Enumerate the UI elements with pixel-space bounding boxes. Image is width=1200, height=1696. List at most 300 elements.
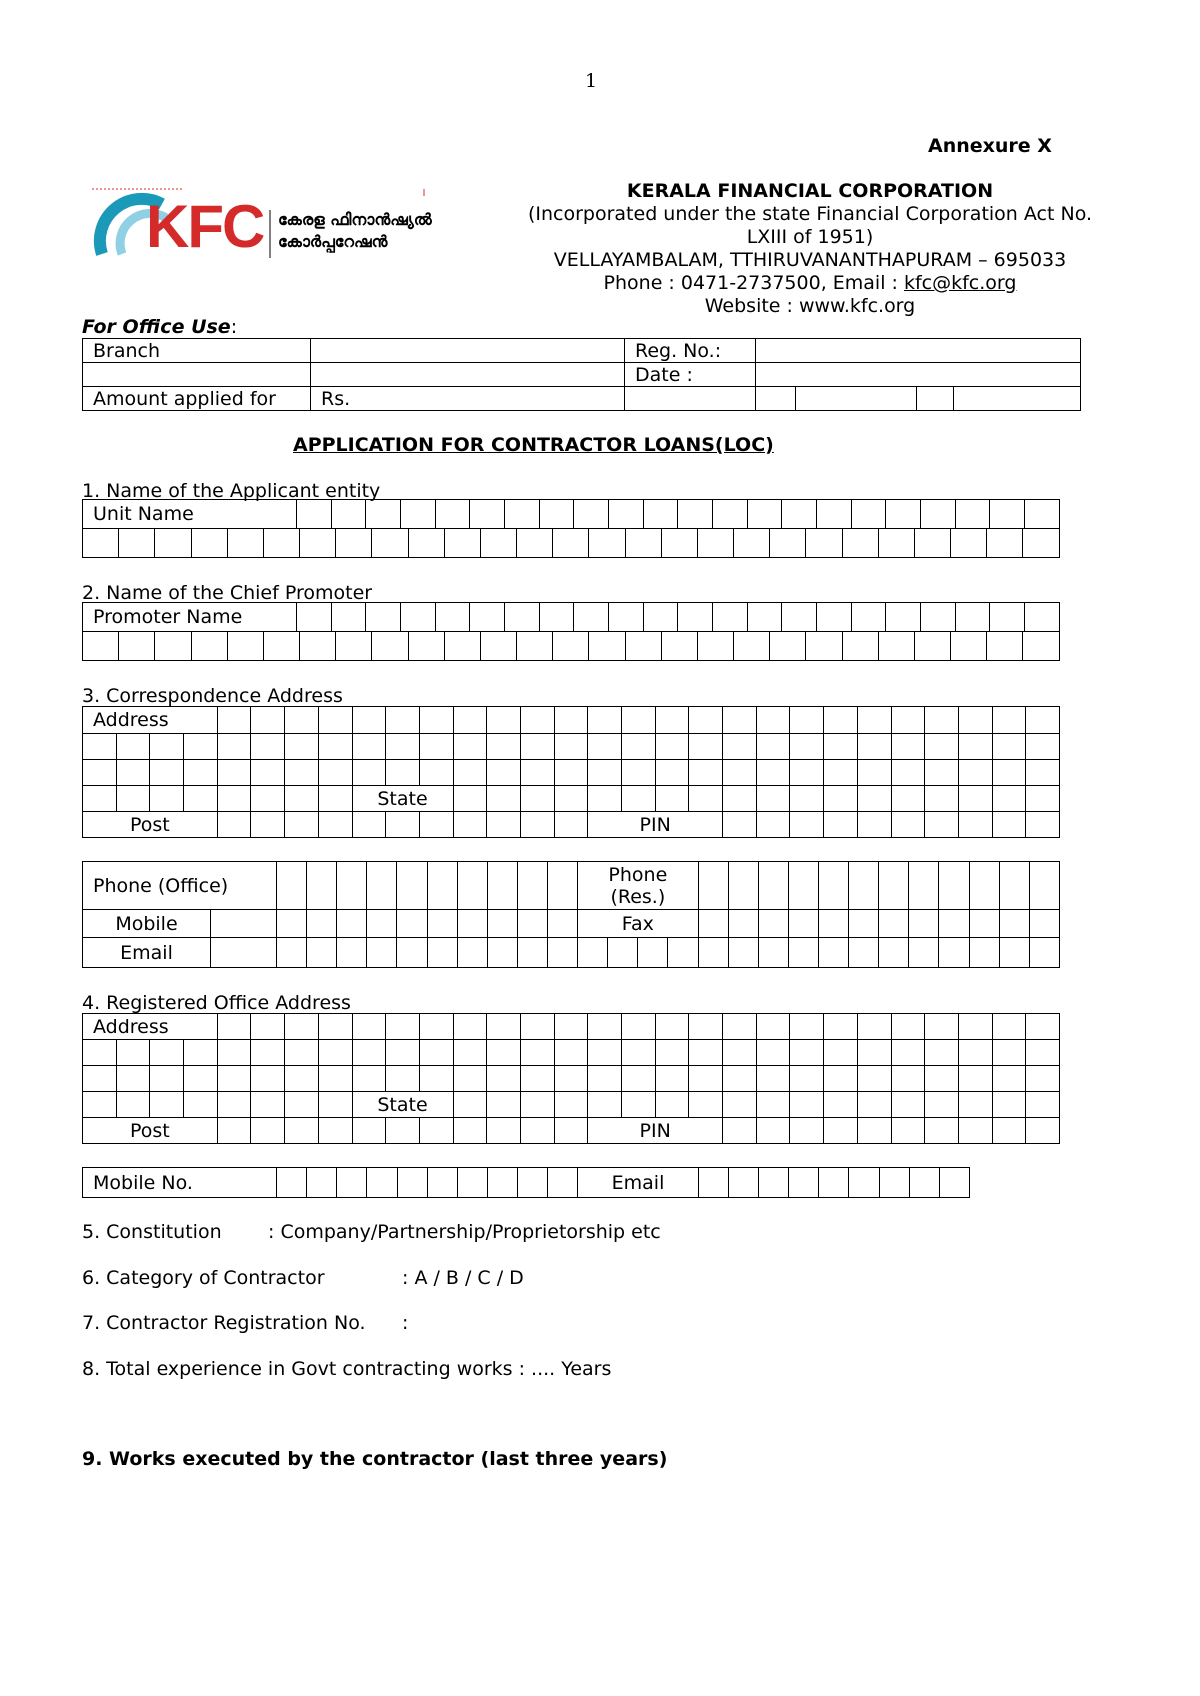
char-box[interactable] — [756, 1118, 790, 1144]
char-box[interactable] — [849, 1168, 879, 1198]
char-box[interactable] — [401, 500, 436, 529]
char-box[interactable] — [842, 529, 878, 558]
char-box[interactable] — [453, 1014, 487, 1040]
char-box[interactable] — [217, 734, 251, 760]
char-box[interactable] — [453, 1066, 487, 1092]
char-box[interactable] — [759, 1168, 789, 1198]
char-box[interactable] — [958, 1066, 992, 1092]
char-box[interactable] — [824, 786, 858, 812]
blank-cell[interactable] — [311, 363, 625, 387]
char-box[interactable] — [419, 1066, 453, 1092]
char-box[interactable] — [352, 760, 386, 786]
char-box[interactable] — [790, 760, 824, 786]
char-box[interactable] — [879, 938, 909, 968]
char-box[interactable] — [336, 632, 372, 661]
char-box[interactable] — [925, 1118, 959, 1144]
char-box[interactable] — [505, 500, 540, 529]
char-box[interactable] — [857, 734, 891, 760]
char-box[interactable] — [285, 734, 319, 760]
char-box[interactable] — [643, 500, 678, 529]
char-box[interactable] — [352, 1014, 386, 1040]
char-box[interactable] — [891, 812, 925, 838]
char-box[interactable] — [891, 707, 925, 734]
char-box[interactable] — [992, 760, 1026, 786]
char-box[interactable] — [554, 1040, 588, 1066]
char-box[interactable] — [217, 707, 251, 734]
char-box[interactable] — [548, 910, 578, 938]
char-box[interactable] — [408, 632, 444, 661]
char-box[interactable] — [728, 938, 758, 968]
char-box[interactable] — [83, 1066, 117, 1092]
char-box[interactable] — [191, 632, 227, 661]
char-box[interactable] — [427, 1168, 457, 1198]
char-box[interactable] — [331, 603, 366, 632]
char-box[interactable] — [891, 786, 925, 812]
char-box[interactable] — [756, 786, 790, 812]
char-box[interactable] — [318, 786, 352, 812]
char-box[interactable] — [318, 1040, 352, 1066]
char-box[interactable] — [958, 707, 992, 734]
char-box[interactable] — [285, 812, 319, 838]
char-box[interactable] — [747, 603, 782, 632]
char-box[interactable] — [622, 760, 656, 786]
char-box[interactable] — [1029, 862, 1059, 910]
char-box[interactable] — [119, 529, 155, 558]
char-box[interactable] — [891, 760, 925, 786]
char-box[interactable] — [958, 1040, 992, 1066]
char-box[interactable] — [150, 760, 184, 786]
char-box[interactable] — [386, 812, 420, 838]
char-box[interactable] — [83, 632, 119, 661]
char-box[interactable] — [285, 1118, 319, 1144]
char-box[interactable] — [819, 938, 849, 968]
char-box[interactable] — [217, 1066, 251, 1092]
char-box[interactable] — [453, 1092, 487, 1118]
char-box[interactable] — [487, 1118, 521, 1144]
char-box[interactable] — [689, 786, 723, 812]
char-box[interactable] — [1023, 529, 1060, 558]
char-box[interactable] — [756, 1014, 790, 1040]
blank-cell[interactable] — [756, 387, 796, 411]
char-box[interactable] — [1026, 1014, 1060, 1040]
char-box[interactable] — [849, 910, 879, 938]
char-box[interactable] — [184, 1066, 218, 1092]
char-box[interactable] — [1026, 786, 1060, 812]
char-box[interactable] — [554, 812, 588, 838]
char-box[interactable] — [263, 632, 299, 661]
char-box[interactable] — [622, 786, 656, 812]
char-box[interactable] — [958, 760, 992, 786]
reg-no-field[interactable] — [756, 339, 1081, 363]
char-box[interactable] — [713, 500, 748, 529]
char-box[interactable] — [453, 1118, 487, 1144]
char-box[interactable] — [401, 603, 436, 632]
char-box[interactable] — [116, 1092, 150, 1118]
char-box[interactable] — [155, 632, 191, 661]
char-box[interactable] — [921, 500, 956, 529]
org-email-link[interactable]: kfc@kfc.org — [903, 272, 1017, 294]
char-box[interactable] — [886, 603, 921, 632]
char-box[interactable] — [318, 707, 352, 734]
char-box[interactable] — [337, 938, 367, 968]
char-box[interactable] — [891, 1118, 925, 1144]
char-box[interactable] — [150, 1040, 184, 1066]
char-box[interactable] — [517, 529, 553, 558]
char-box[interactable] — [999, 910, 1029, 938]
char-box[interactable] — [453, 786, 487, 812]
char-box[interactable] — [697, 529, 733, 558]
char-box[interactable] — [728, 910, 758, 938]
char-box[interactable] — [756, 1066, 790, 1092]
char-box[interactable] — [806, 529, 842, 558]
amount-rs[interactable]: Rs. — [311, 387, 625, 411]
char-box[interactable] — [539, 500, 574, 529]
char-box[interactable] — [909, 1168, 939, 1198]
char-box[interactable] — [116, 1040, 150, 1066]
char-box[interactable] — [992, 1092, 1026, 1118]
char-box[interactable] — [520, 734, 554, 760]
char-box[interactable] — [352, 1040, 386, 1066]
char-box[interactable] — [150, 786, 184, 812]
char-box[interactable] — [723, 1040, 757, 1066]
char-box[interactable] — [520, 707, 554, 734]
char-box[interactable] — [457, 938, 487, 968]
char-box[interactable] — [819, 862, 849, 910]
char-box[interactable] — [925, 1040, 959, 1066]
char-box[interactable] — [788, 862, 818, 910]
char-box[interactable] — [520, 1014, 554, 1040]
char-box[interactable] — [891, 1014, 925, 1040]
char-box[interactable] — [1026, 1066, 1060, 1092]
char-box[interactable] — [622, 1092, 656, 1118]
char-box[interactable] — [622, 1040, 656, 1066]
char-box[interactable] — [453, 1040, 487, 1066]
char-box[interactable] — [824, 812, 858, 838]
char-box[interactable] — [857, 1118, 891, 1144]
char-box[interactable] — [285, 1066, 319, 1092]
char-box[interactable] — [285, 1092, 319, 1118]
char-box[interactable] — [520, 760, 554, 786]
char-box[interactable] — [520, 1066, 554, 1092]
char-box[interactable] — [756, 760, 790, 786]
char-box[interactable] — [939, 862, 969, 910]
char-box[interactable] — [487, 938, 517, 968]
char-box[interactable] — [184, 786, 218, 812]
char-box[interactable] — [723, 707, 757, 734]
char-box[interactable] — [689, 734, 723, 760]
char-box[interactable] — [435, 603, 470, 632]
char-box[interactable] — [352, 812, 386, 838]
char-box[interactable] — [352, 1066, 386, 1092]
char-box[interactable] — [824, 760, 858, 786]
char-box[interactable] — [655, 760, 689, 786]
char-box[interactable] — [419, 734, 453, 760]
char-box[interactable] — [419, 760, 453, 786]
char-box[interactable] — [251, 734, 285, 760]
char-box[interactable] — [487, 786, 521, 812]
char-box[interactable] — [655, 1014, 689, 1040]
char-box[interactable] — [723, 760, 757, 786]
char-box[interactable] — [211, 910, 277, 938]
char-box[interactable] — [83, 1092, 117, 1118]
char-box[interactable] — [678, 500, 713, 529]
char-box[interactable] — [819, 910, 849, 938]
char-box[interactable] — [589, 529, 625, 558]
char-box[interactable] — [992, 1040, 1026, 1066]
char-box[interactable] — [958, 734, 992, 760]
char-box[interactable] — [851, 500, 886, 529]
char-box[interactable] — [444, 632, 480, 661]
char-box[interactable] — [251, 1118, 285, 1144]
char-box[interactable] — [285, 760, 319, 786]
char-box[interactable] — [518, 1168, 548, 1198]
char-box[interactable] — [806, 632, 842, 661]
blank-cell[interactable] — [83, 363, 311, 387]
char-box[interactable] — [520, 1040, 554, 1066]
char-box[interactable] — [419, 707, 453, 734]
char-box[interactable] — [184, 734, 218, 760]
char-box[interactable] — [819, 1168, 849, 1198]
char-box[interactable] — [891, 1040, 925, 1066]
char-box[interactable] — [782, 500, 817, 529]
char-box[interactable] — [427, 910, 457, 938]
char-box[interactable] — [661, 529, 697, 558]
char-box[interactable] — [419, 812, 453, 838]
char-box[interactable] — [277, 1168, 307, 1198]
char-box[interactable] — [790, 786, 824, 812]
char-box[interactable] — [817, 603, 852, 632]
char-box[interactable] — [879, 910, 909, 938]
char-box[interactable] — [857, 1092, 891, 1118]
char-box[interactable] — [487, 1040, 521, 1066]
char-box[interactable] — [386, 707, 420, 734]
char-box[interactable] — [689, 1040, 723, 1066]
char-box[interactable] — [824, 1118, 858, 1144]
char-box[interactable] — [297, 603, 332, 632]
char-box[interactable] — [367, 862, 397, 910]
char-box[interactable] — [318, 734, 352, 760]
char-box[interactable] — [909, 910, 939, 938]
char-box[interactable] — [318, 812, 352, 838]
char-box[interactable] — [277, 910, 307, 938]
char-box[interactable] — [886, 500, 921, 529]
char-box[interactable] — [790, 734, 824, 760]
char-box[interactable] — [655, 1092, 689, 1118]
char-box[interactable] — [520, 812, 554, 838]
char-box[interactable] — [921, 603, 956, 632]
char-box[interactable] — [790, 1066, 824, 1092]
char-box[interactable] — [849, 862, 879, 910]
char-box[interactable] — [487, 1168, 517, 1198]
char-box[interactable] — [1029, 938, 1059, 968]
char-box[interactable] — [1026, 1118, 1060, 1144]
char-box[interactable] — [453, 734, 487, 760]
char-box[interactable] — [992, 1066, 1026, 1092]
char-box[interactable] — [548, 862, 578, 910]
char-box[interactable] — [958, 1118, 992, 1144]
char-box[interactable] — [427, 938, 457, 968]
char-box[interactable] — [1026, 707, 1060, 734]
char-box[interactable] — [337, 1168, 367, 1198]
char-box[interactable] — [958, 812, 992, 838]
char-box[interactable] — [655, 786, 689, 812]
char-box[interactable] — [756, 734, 790, 760]
char-box[interactable] — [891, 734, 925, 760]
char-box[interactable] — [184, 760, 218, 786]
char-box[interactable] — [609, 603, 644, 632]
char-box[interactable] — [955, 603, 990, 632]
char-box[interactable] — [386, 1014, 420, 1040]
char-box[interactable] — [909, 862, 939, 910]
char-box[interactable] — [554, 1092, 588, 1118]
char-box[interactable] — [191, 529, 227, 558]
char-box[interactable] — [517, 938, 547, 968]
char-box[interactable] — [608, 938, 638, 968]
char-box[interactable] — [307, 910, 337, 938]
char-box[interactable] — [487, 760, 521, 786]
char-box[interactable] — [723, 812, 757, 838]
char-box[interactable] — [857, 1040, 891, 1066]
char-box[interactable] — [352, 734, 386, 760]
char-box[interactable] — [790, 1118, 824, 1144]
char-box[interactable] — [689, 760, 723, 786]
char-box[interactable] — [879, 862, 909, 910]
char-box[interactable] — [770, 529, 806, 558]
char-box[interactable] — [453, 812, 487, 838]
char-box[interactable] — [352, 707, 386, 734]
char-box[interactable] — [824, 1066, 858, 1092]
char-box[interactable] — [517, 862, 547, 910]
char-box[interactable] — [824, 707, 858, 734]
char-box[interactable] — [435, 500, 470, 529]
char-box[interactable] — [951, 632, 987, 661]
char-box[interactable] — [697, 632, 733, 661]
char-box[interactable] — [728, 862, 758, 910]
char-box[interactable] — [925, 734, 959, 760]
char-box[interactable] — [655, 1066, 689, 1092]
char-box[interactable] — [925, 1066, 959, 1092]
char-box[interactable] — [307, 862, 337, 910]
char-box[interactable] — [337, 862, 367, 910]
char-box[interactable] — [857, 812, 891, 838]
char-box[interactable] — [251, 812, 285, 838]
char-box[interactable] — [939, 1168, 969, 1198]
char-box[interactable] — [925, 760, 959, 786]
char-box[interactable] — [969, 862, 999, 910]
char-box[interactable] — [83, 529, 119, 558]
char-box[interactable] — [397, 1168, 427, 1198]
char-box[interactable] — [318, 1014, 352, 1040]
char-box[interactable] — [990, 500, 1025, 529]
char-box[interactable] — [470, 500, 505, 529]
char-box[interactable] — [723, 1118, 757, 1144]
char-box[interactable] — [622, 707, 656, 734]
char-box[interactable] — [386, 734, 420, 760]
char-box[interactable] — [987, 529, 1023, 558]
char-box[interactable] — [318, 760, 352, 786]
char-box[interactable] — [487, 1014, 521, 1040]
char-box[interactable] — [817, 500, 852, 529]
blank-cell[interactable] — [917, 387, 954, 411]
char-box[interactable] — [747, 500, 782, 529]
char-box[interactable] — [992, 1118, 1026, 1144]
char-box[interactable] — [517, 632, 553, 661]
char-box[interactable] — [372, 529, 408, 558]
char-box[interactable] — [217, 1014, 251, 1040]
char-box[interactable] — [622, 1066, 656, 1092]
char-box[interactable] — [758, 938, 788, 968]
char-box[interactable] — [857, 786, 891, 812]
char-box[interactable] — [992, 734, 1026, 760]
char-box[interactable] — [914, 529, 950, 558]
branch-field[interactable] — [311, 339, 625, 363]
char-box[interactable] — [251, 1092, 285, 1118]
char-box[interactable] — [386, 1040, 420, 1066]
char-box[interactable] — [397, 862, 427, 910]
char-box[interactable] — [554, 734, 588, 760]
char-box[interactable] — [951, 529, 987, 558]
char-box[interactable] — [958, 1092, 992, 1118]
char-box[interactable] — [554, 1066, 588, 1092]
char-box[interactable] — [625, 632, 661, 661]
char-box[interactable] — [150, 1092, 184, 1118]
char-box[interactable] — [824, 1014, 858, 1040]
char-box[interactable] — [958, 1014, 992, 1040]
char-box[interactable] — [487, 910, 517, 938]
char-box[interactable] — [116, 760, 150, 786]
char-box[interactable] — [263, 529, 299, 558]
char-box[interactable] — [857, 760, 891, 786]
char-box[interactable] — [520, 1118, 554, 1144]
char-box[interactable] — [1025, 603, 1060, 632]
char-box[interactable] — [1026, 1092, 1060, 1118]
char-box[interactable] — [857, 707, 891, 734]
char-box[interactable] — [553, 529, 589, 558]
char-box[interactable] — [992, 812, 1026, 838]
char-box[interactable] — [992, 707, 1026, 734]
char-box[interactable] — [285, 786, 319, 812]
char-box[interactable] — [689, 1014, 723, 1040]
char-box[interactable] — [427, 862, 457, 910]
char-box[interactable] — [150, 1066, 184, 1092]
char-box[interactable] — [588, 734, 622, 760]
char-box[interactable] — [336, 529, 372, 558]
char-box[interactable] — [408, 529, 444, 558]
char-box[interactable] — [758, 910, 788, 938]
char-box[interactable] — [668, 938, 698, 968]
char-box[interactable] — [734, 529, 770, 558]
char-box[interactable] — [386, 1118, 420, 1144]
char-box[interactable] — [251, 1040, 285, 1066]
char-box[interactable] — [548, 1168, 578, 1198]
char-box[interactable] — [517, 910, 547, 938]
char-box[interactable] — [999, 862, 1029, 910]
char-box[interactable] — [589, 632, 625, 661]
char-box[interactable] — [1026, 760, 1060, 786]
char-box[interactable] — [990, 603, 1025, 632]
blank-cell[interactable] — [796, 387, 917, 411]
char-box[interactable] — [790, 1092, 824, 1118]
char-box[interactable] — [116, 734, 150, 760]
char-box[interactable] — [217, 1040, 251, 1066]
char-box[interactable] — [756, 812, 790, 838]
char-box[interactable] — [728, 1168, 758, 1198]
char-box[interactable] — [366, 603, 401, 632]
char-box[interactable] — [849, 938, 879, 968]
char-box[interactable] — [790, 1014, 824, 1040]
char-box[interactable] — [689, 707, 723, 734]
char-box[interactable] — [782, 603, 817, 632]
